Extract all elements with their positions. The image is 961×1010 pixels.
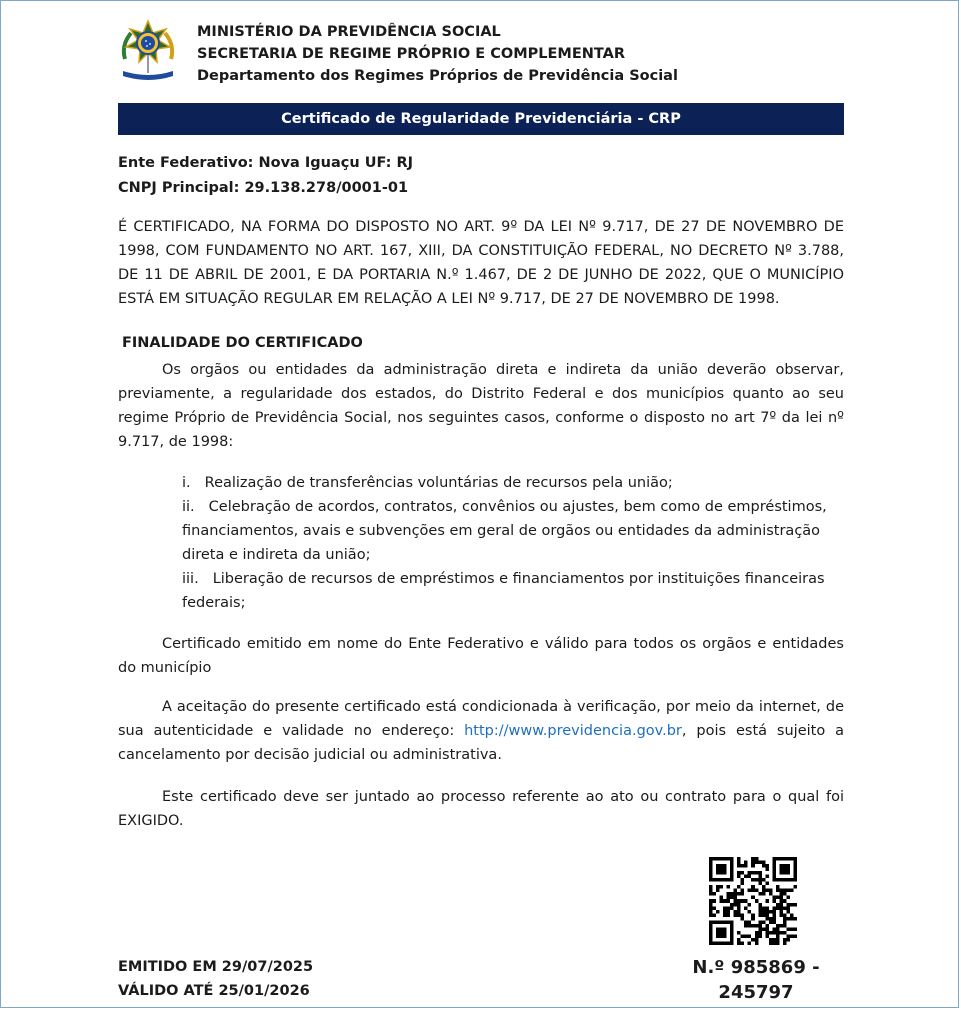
list-item xyxy=(182,495,844,567)
list-item-text: Liberação de recursos de empréstimos e financiamentos por instituições financeiras federais; xyxy=(182,571,825,611)
verification-text-after: , pois está sujeito a cancelamento por decisão judicial ou administrativa. xyxy=(118,723,844,763)
finalidade-paragraph: Os orgãos ou entidades da administração direta e indireta da união deverão observar, previamente, a regularidade dos estados, do Distrito Federal e dos municípios quanto ao seu regime Próprio de Previdência Social, nos seguintes casos, conforme o disposto no art 7º da lei nº 9.717, de 1998: xyxy=(118,362,844,450)
issued-date: EMITIDO EM 29/07/2025 xyxy=(118,959,314,975)
organization-header xyxy=(197,21,678,87)
dates-block xyxy=(118,955,313,1003)
list-item xyxy=(182,471,844,495)
cases-list xyxy=(182,471,844,615)
ministry-name: MINISTÉRIO DA PREVIDÊNCIA SOCIAL xyxy=(197,24,501,40)
issued-paragraph: Certificado emitido em nome do Ente Federativo e válido para todos os orgãos e entidades do município xyxy=(118,636,844,676)
list-item-number: ii. xyxy=(182,499,195,515)
ente-federativo: Ente Federativo: Nova Iguaçu UF: RJ xyxy=(118,155,414,171)
attach-paragraph: Este certificado deve ser juntado ao processo referente ao ato ou contrato para o qual foi EXIGIDO. xyxy=(118,789,844,829)
list-item-number: i. xyxy=(182,475,191,491)
certificate-title: Certificado de Regularidade Previdenciária - CRP xyxy=(281,111,681,127)
previdencia-link[interactable]: http://www.previdencia.gov.br xyxy=(464,723,682,739)
finalidade-title: FINALIDADE DO CERTIFICADO xyxy=(122,335,363,351)
valid-until-date: VÁLIDO ATÉ 25/01/2026 xyxy=(118,983,310,999)
list-item-text: Realização de transferências voluntárias de recursos pela união; xyxy=(204,475,673,491)
secretariat-name: SECRETARIA DE REGIME PRÓPRIO E COMPLEMENTAR xyxy=(197,46,626,62)
qr-code-icon xyxy=(709,857,797,945)
list-item-text: Celebração de acordos, contratos, convênios ou ajustes, bem como de empréstimos, financiamentos, avais e subvenções em geral de orgãos ou entidades da administração direta e indireta da união; xyxy=(182,499,827,563)
certificate-title-banner xyxy=(118,103,844,135)
verification-paragraph xyxy=(118,695,844,767)
certification-paragraph: É CERTIFICADO, NA FORMA DO DISPOSTO NO ART. 9º DA LEI Nº 9.717, DE 27 DE NOVEMBRO DE 1998, COM FUNDAMENTO NO ART. 167, XIII, DA CONSTITUIÇÃO FEDERAL, NO DECRETO Nº 3.788, DE 11 DE ABRIL DE 2001, E DA PORTARIA N.º 1.467, DE 2 DE JUNHO DE 2022, QUE O MUNICÍPIO ESTÁ EM SITUAÇÃO REGULAR EM RELAÇÃO A LEI Nº 9.717, DE 27 DE NOVEMBRO DE 1998. xyxy=(118,219,844,307)
list-item-number: iii. xyxy=(182,571,199,587)
cnpj-principal: CNPJ Principal: 29.138.278/0001-01 xyxy=(118,180,409,196)
department-name: Departamento dos Regimes Próprios de Previdência Social xyxy=(197,68,678,84)
certificate-number-line1: N.º 985869 - xyxy=(692,957,820,978)
certificate-number xyxy=(681,955,831,1005)
verification-text-before: A aceitação do presente certificado está condicionada à verificação, por meio da internet, de sua autenticidade e validade no endereço: xyxy=(118,699,844,739)
list-item xyxy=(182,567,844,615)
ente-info xyxy=(118,151,413,201)
certificate-number-line2: 245797 xyxy=(718,982,794,1003)
brazil-coat-of-arms-icon xyxy=(117,19,179,85)
